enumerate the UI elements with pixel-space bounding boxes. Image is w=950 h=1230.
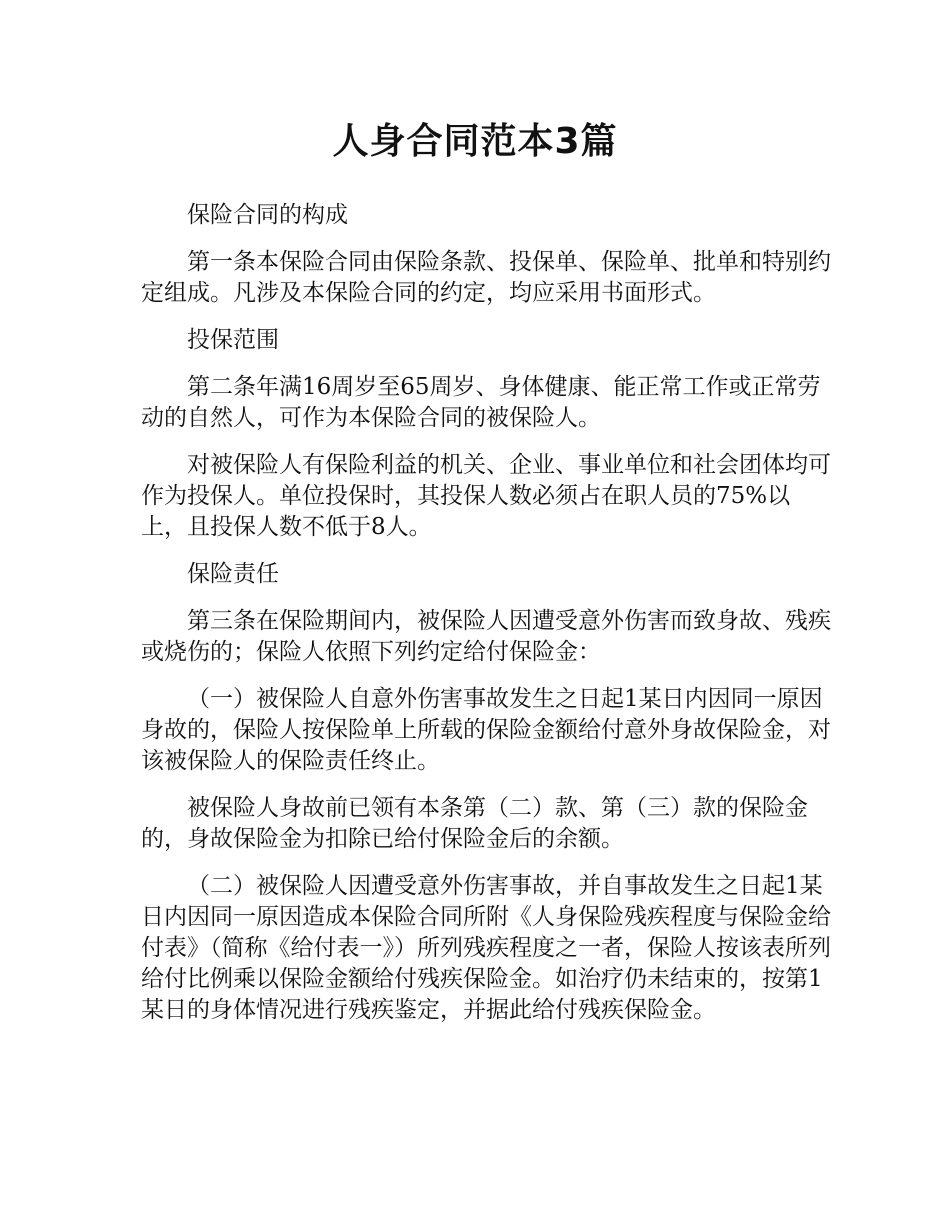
- section-heading-composition: 保险合同的构成: [187, 202, 348, 228]
- policyholder-paragraph: 对被保险人有保险利益的机关、企业、事业单位和社会团体均可作为投保人。单位投保时，其投保人数必须占在职人员的75%以上，且投保人数不低于8人。: [141, 452, 831, 540]
- clause-2-paragraph: （二）被保险人因遭受意外伤害事故，并自事故发生之日起1某日内因同一原因造成本保险合同所附《人身保险残疾程度与保险金给付表》（简称《给付表一》）所列残疾程度之一者，保险人按该表所列给付比例乘以保险金额给付残疾保险金。如治疗仍未结束的，按第1某日的身体情况进行残疾鉴定，并据此给付残疾保险金。: [141, 873, 831, 1023]
- section-heading-scope: 投保范围: [187, 327, 279, 353]
- section-heading-liability: 保险责任: [187, 561, 279, 587]
- document-title: 人身合同范本3篇: [332, 121, 618, 162]
- clause-1-paragraph: （一）被保险人自意外伤害事故发生之日起1某日内因同一原因身故的，保险人按保险单上所载的保险金额给付意外身故保险金，对该被保险人的保险责任终止。: [141, 686, 831, 774]
- death-benefit-paragraph: 被保险人身故前已领有本条第（二）款、第（三）款的保险金的，身故保险金为扣除已给付保险金后的余额。: [141, 795, 808, 852]
- document-body: [141, 200, 831, 1042]
- article-1-paragraph: 第一条本保险合同由保险条款、投保单、保险单、批单和特别约定组成。凡涉及本保险合同的约定，均应采用书面形式。: [141, 249, 831, 306]
- article-2-paragraph: 第二条年满16周岁至65周岁、身体健康、能正常工作或正常劳动的自然人，可作为本保险合同的被保险人。: [141, 374, 821, 431]
- article-3-paragraph: 第三条在保险期间内，被保险人因遭受意外伤害而致身故、残疾或烧伤的；保险人依照下列约定给付保险金：: [141, 608, 831, 665]
